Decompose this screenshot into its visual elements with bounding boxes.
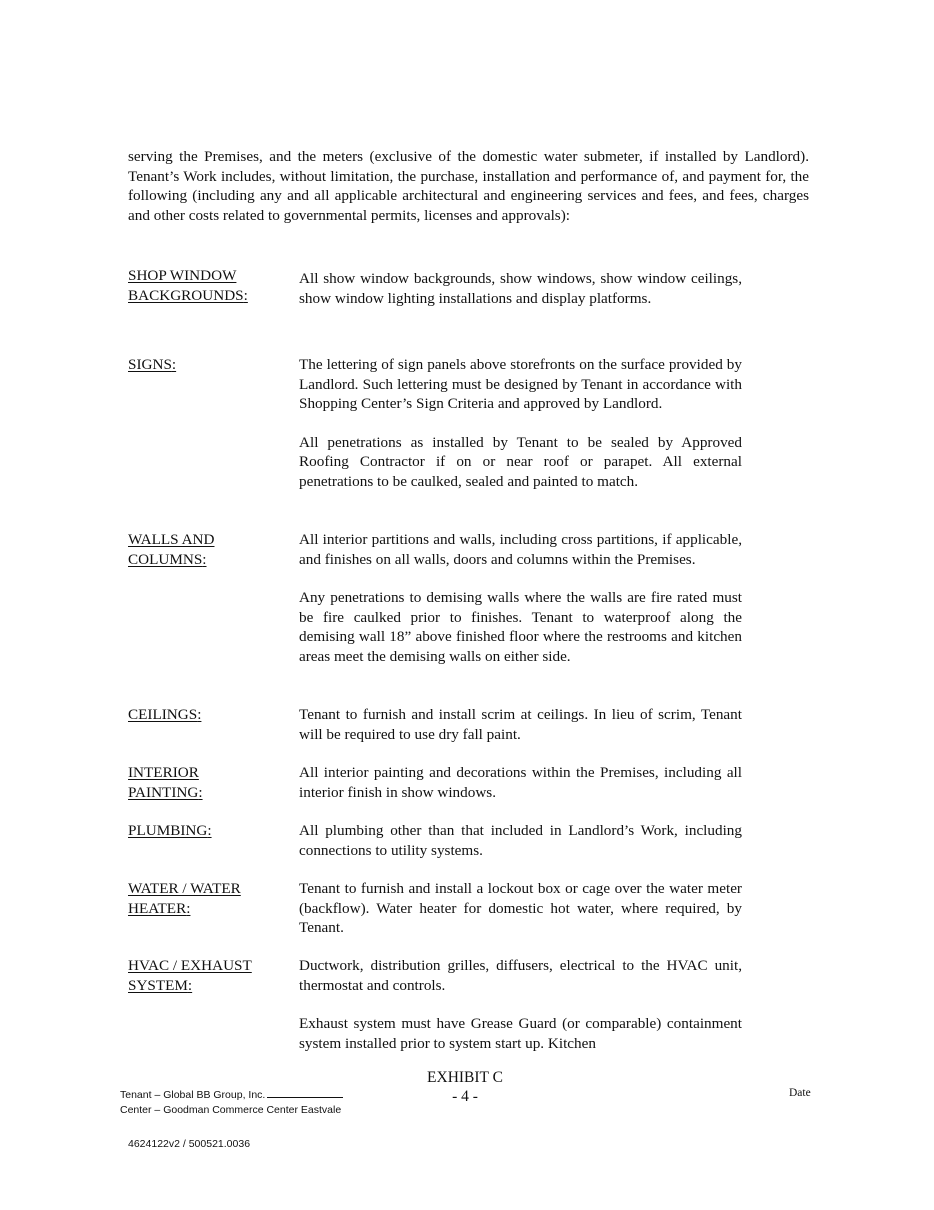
heading-line-1: CEILINGS xyxy=(128,706,198,723)
section-body xyxy=(299,956,742,1053)
heading-line-1: SIGNS xyxy=(128,356,172,373)
section-heading: SIGNS: xyxy=(128,356,177,373)
section-body xyxy=(299,269,742,308)
heading-line-2: HEATER xyxy=(128,899,187,917)
section-body xyxy=(299,530,742,666)
section-body xyxy=(299,763,742,802)
section-paragraph: Exhaust system must have Grease Guard (or comparable) containment system installed prior to system start up. Kitchen xyxy=(299,1015,742,1052)
section-heading: INTERIOR PAINTING: xyxy=(128,764,203,801)
heading-line-1: INTERIOR xyxy=(128,764,199,781)
center-line: Center – Goodman Commerce Center Eastvale xyxy=(120,1104,342,1116)
section-paragraph: All plumbing other than that included in Landlord’s Work, including connections to utility systems. xyxy=(299,822,742,859)
section-paragraph: Tenant to furnish and install a lockout box or cage over the water meter (backflow). Water heater for domestic hot water, where required, by Tenant. xyxy=(299,880,742,936)
exhibit-title: EXHIBIT C xyxy=(427,1069,503,1086)
heading-line-1: SHOP WINDOW xyxy=(128,267,237,284)
section-paragraph: Ductwork, distribution grilles, diffusers, electrical to the HVAC unit, thermostat and controls. xyxy=(299,957,742,994)
tenant-initial-line xyxy=(267,1087,343,1098)
document-id: 4624122v2 / 500521.0036 xyxy=(128,1138,251,1150)
section-body xyxy=(299,879,742,938)
section-heading: WATER / WATER HEATER: xyxy=(128,880,241,917)
section-paragraph: All show window backgrounds, show windows, show window ceilings, show window lighting installations and display platforms. xyxy=(299,270,742,307)
heading-line-2: SYSTEM xyxy=(128,976,188,994)
section-paragraph: All penetrations as installed by Tenant to be sealed by Approved Roofing Contractor if on or near roof or parapet. All external penetrations to be caulked, sealed and painted to match. xyxy=(299,433,742,490)
heading-line-1: WATER / WATER xyxy=(128,880,241,897)
page-number: - 4 - xyxy=(452,1088,478,1105)
section-paragraph: Any penetrations to demising walls where the walls are fire rated must be fire caulked prior to finishes. Tenant to waterproof along the demising wall 18” above finished floor where the restrooms and kitchen areas meet the demising walls on either side. xyxy=(299,589,742,665)
heading-line-2: BACKGROUNDS xyxy=(128,286,244,304)
section-paragraph: All interior partitions and walls, including cross partitions, if applicable, and finishes on all walls, doors and columns within the Premises. xyxy=(299,531,742,568)
footer-date: Date xyxy=(789,1087,811,1099)
section-heading: PLUMBING: xyxy=(128,822,212,839)
heading-line-1: HVAC / EXHAUST xyxy=(128,957,252,974)
section-paragraph: The lettering of sign panels above storefronts on the surface provided by Landlord. Such lettering must be designed by Tenant in accordance with Shopping Center’s Sign Criteria and approved by Landlord. xyxy=(299,356,742,412)
tenant-line: Tenant – Global BB Group, Inc. xyxy=(120,1089,266,1101)
footer-parties xyxy=(120,1087,343,1118)
section-body xyxy=(299,705,742,744)
section-body xyxy=(299,355,742,491)
section-heading: HVAC / EXHAUST SYSTEM: xyxy=(128,957,252,994)
section-heading: CEILINGS: xyxy=(128,706,202,723)
section-body xyxy=(299,821,742,860)
section-paragraph: All interior painting and decorations within the Premises, including all interior finish in show windows. xyxy=(299,764,742,801)
section-heading: WALLS AND COLUMNS: xyxy=(128,531,215,568)
exhibit-footer xyxy=(380,1068,550,1106)
intro-paragraph: serving the Premises, and the meters (exclusive of the domestic water submeter, if installed by Landlord). Tenant’s Work includes, without limitation, the purchase, installation and performance of, and payment for, the following (including any and all applicable architectural and engineering services and fees, and fees, charges and other costs related to governmental permits, licenses and approvals): xyxy=(128,148,809,224)
heading-line-2: COLUMNS xyxy=(128,550,203,568)
section-heading: SHOP WINDOW BACKGROUNDS: xyxy=(128,267,248,304)
heading-line-1: WALLS AND xyxy=(128,531,215,548)
heading-line-1: PLUMBING xyxy=(128,822,208,839)
section-paragraph: Tenant to furnish and install scrim at ceilings. In lieu of scrim, Tenant will be required to use dry fall paint. xyxy=(299,706,742,743)
heading-line-2: PAINTING xyxy=(128,783,199,801)
